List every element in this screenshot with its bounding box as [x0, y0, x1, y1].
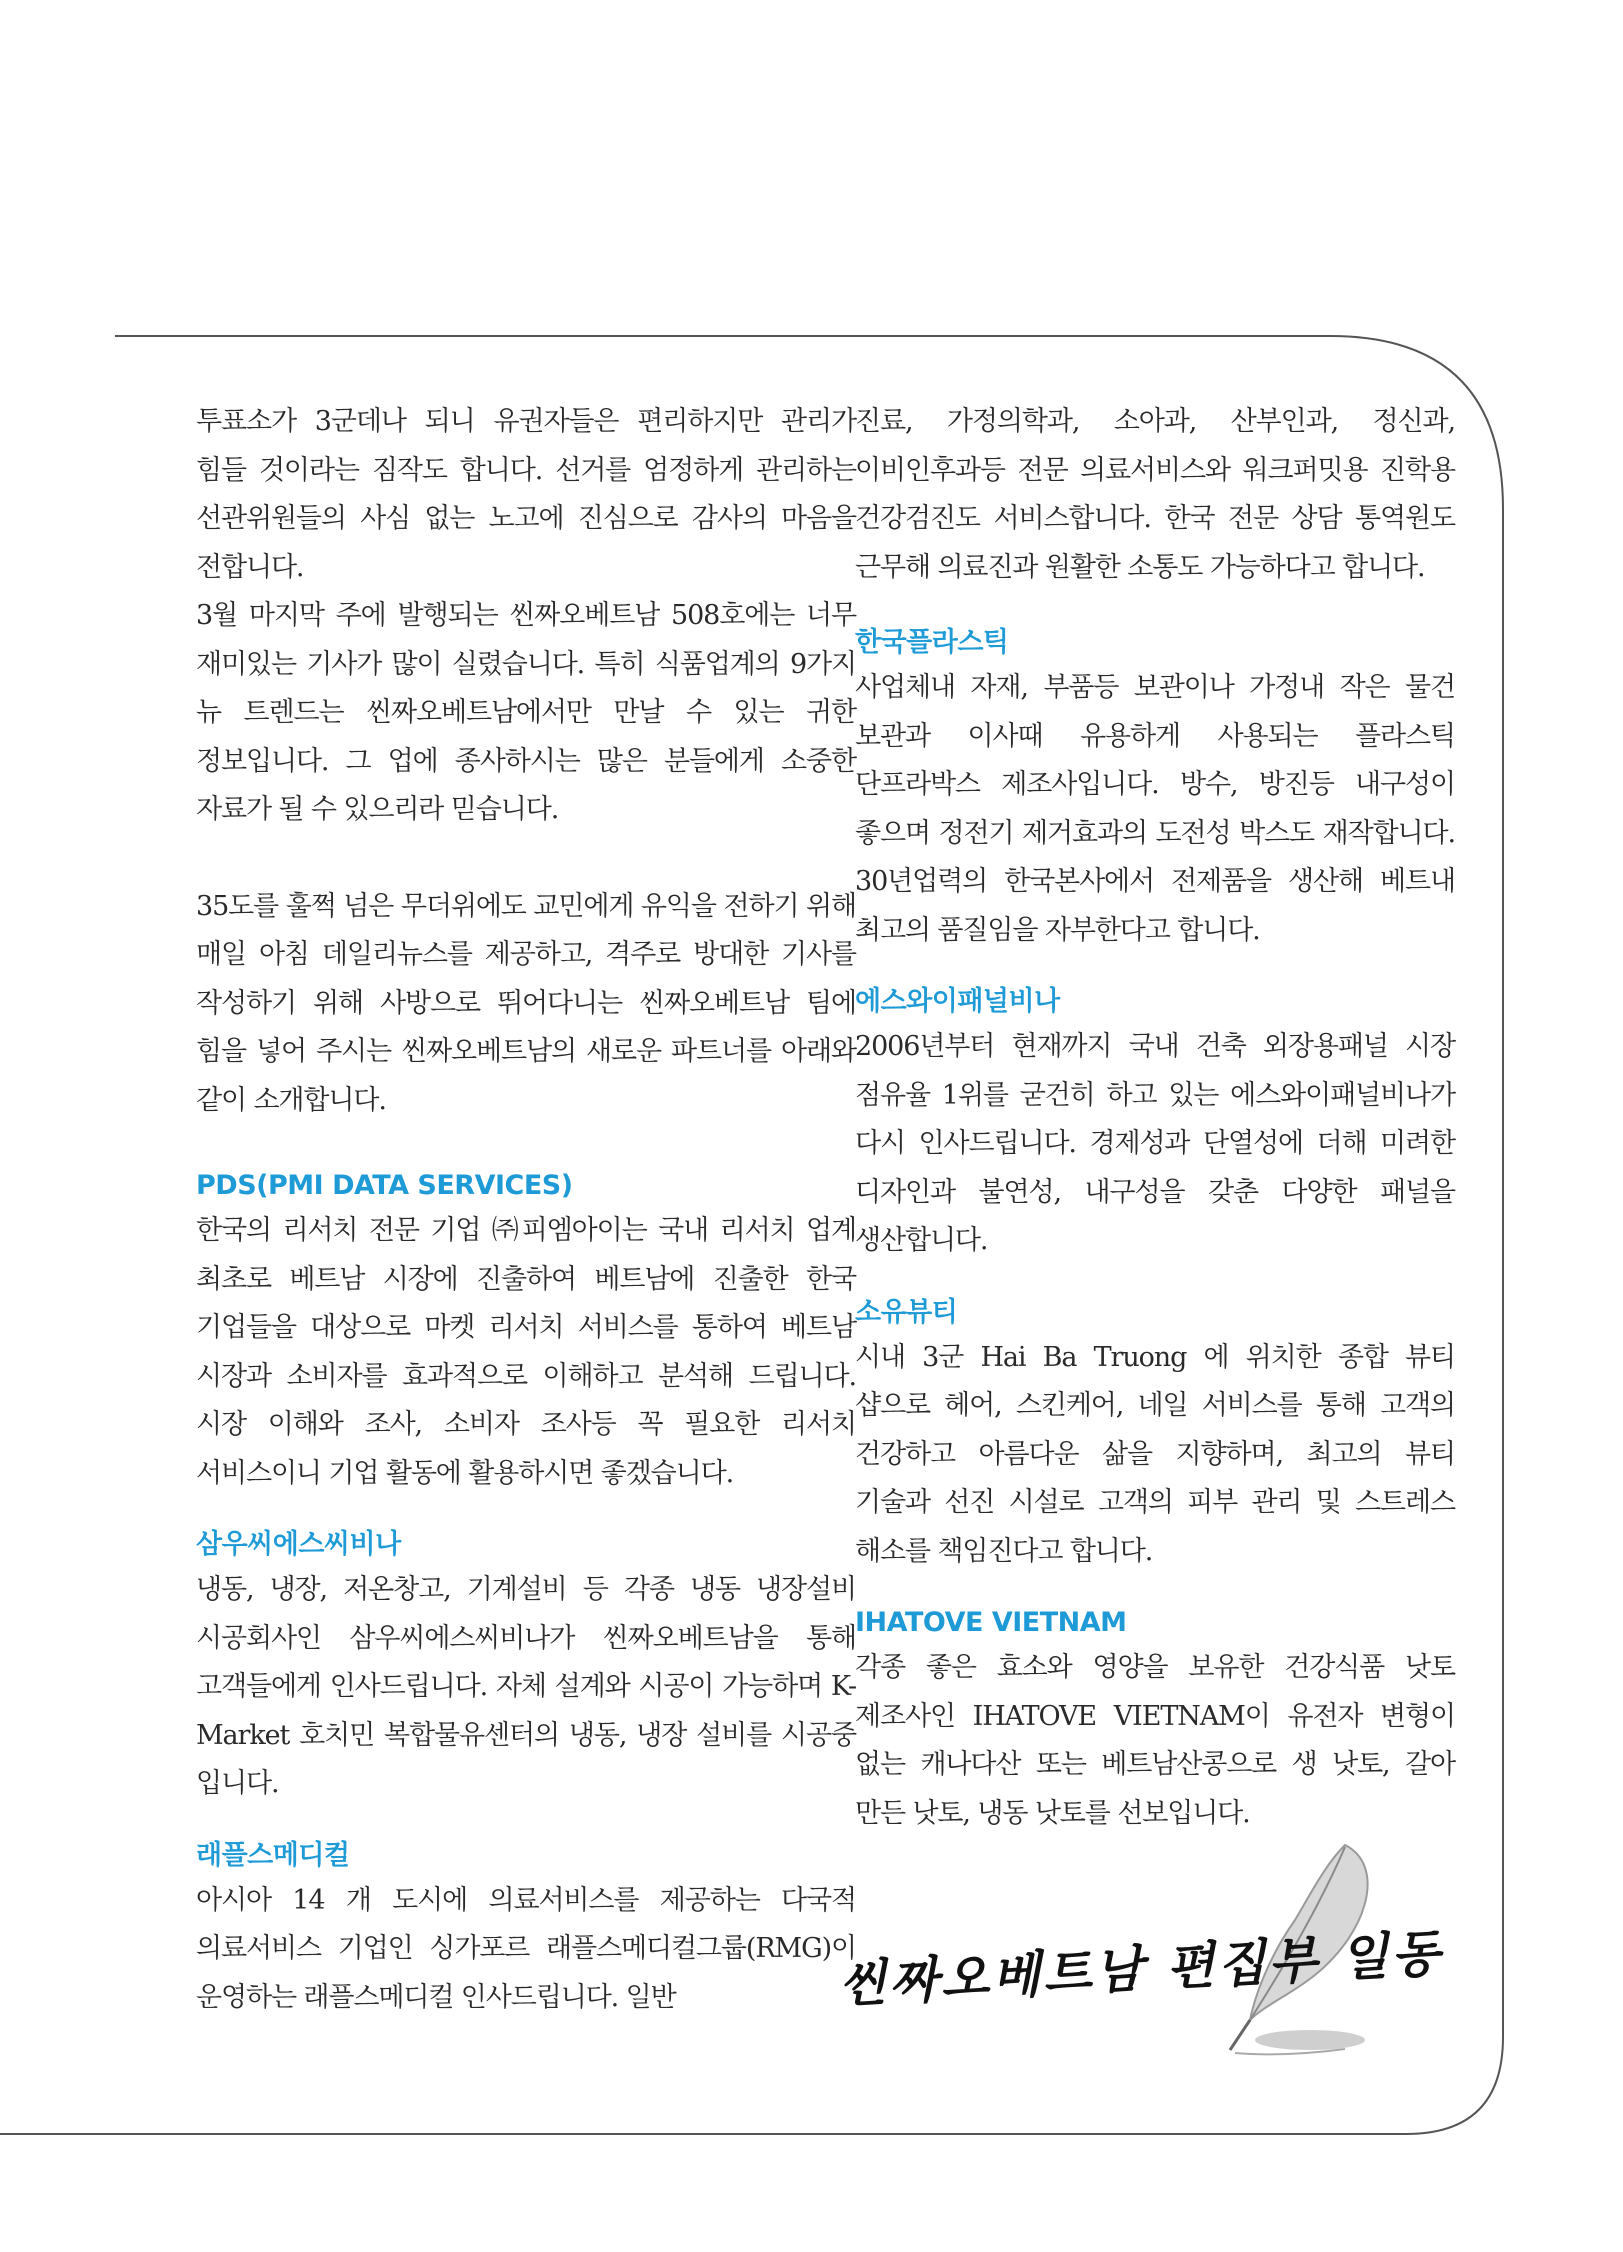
- intro-paragraph-1: 투표소가 3군데나 되니 유권자들은 편리하지만 관리가 힘들 것이라는 짐작도 합니다. 선거를 엄정하게 관리하는 선관위원들의 사심 없는 노고에 진심으로 감사의 마음을 전합니다.: [196, 406, 856, 583]
- partner-text-soyu-beauty: 시내 3군 Hai Ba Truong 에 위치한 종합 뷰티 샵으로 헤어, 스킨케어, 네일 서비스를 통해 고객의 건강하고 아름다운 삶을 지향하며, 최고의 뷰티 기술과 선진 시설로 고객의 피부 관리 및 스트레스 해소를 책임진다고 합니다.: [855, 1341, 1455, 1567]
- partner-heading-ihatove: IHATOVE VIETNAM: [855, 1607, 1127, 1638]
- intro-paragraph-2: 3월 마지막 주에 발행되는 씬짜오베트남 508호에는 너무 재미있는 기사가 많이 실렸습니다. 특히 식품업계의 9가지 뉴 트렌드는 씬짜오베트남에서만 만날 수 있는 귀한 정보입니다. 그 업에 종사하시는 많은 분들에게 소중한 자료가 될 수 있으리라 믿습니다.: [196, 600, 856, 825]
- partner-text-ihatove: 각종 좋은 효소와 영양을 보유한 건강식품 낫토 제조사인 IHATOVE VIETNAM이 유전자 변형이 없는 캐나다산 또는 베트남산콩으로 생 낫토, 갈아 만든 낫토, 냉동 낫토를 선보입니다.: [855, 1652, 1455, 1829]
- partner-heading-sy-panel: 에스와이패널비나: [855, 986, 1060, 1017]
- partner-heading-soyu-beauty: 소유뷰티: [855, 1296, 958, 1328]
- partner-text-plastic: 사업체내 자재, 부품등 보관이나 가정내 작은 물건 보관과 이사때 유용하게 사용되는 플라스틱 단프라박스 제조사입니다. 방수, 방진등 내구성이 좋으며 정전기 제거효과의 도전성 박스도 재작합니다. 30년업력의 한국본사에서 전제품을 생산해 베트내 최고의 품질임을 자부한다고 합니다.: [855, 672, 1455, 946]
- intro-paragraph-3: 35도를 훌쩍 넘은 무더위에도 교민에게 유익을 전하기 위해 매일 아침 데일리뉴스를 제공하고, 격주로 방대한 기사를 작성하기 위해 사방으로 뛰어다니는 씬짜오베트남 팀에 힘을 넣어 주시는 씬짜오베트남의 새로운 파트너를 아래와 같이 소개합니다.: [196, 890, 856, 1116]
- partner-text-raffles: 아시아 14 개 도시에 의료서비스를 제공하는 다국적 의료서비스 기업인 싱가포르 래플스메디컬그룹(RMG)이 운영하는 래플스메디컬 인사드립니다. 일반: [196, 1884, 856, 2013]
- partner-text-samwoo: 냉동, 냉장, 저온창고, 기계설비 등 각종 냉동 냉장설비 시공회사인 삼우씨에스씨비나가 씬짜오베트남을 통해 고객들에게 인사드립니다. 자체 설계와 시공이 가능하며 K-Market 호치민 복합물유센터의 냉동, 냉장 설비를 시공중 입니다.: [196, 1574, 856, 1799]
- partner-heading-plastic: 한국플라스틱: [855, 627, 1009, 658]
- left-column: [196, 398, 856, 2022]
- signature: 씬짜오베트남 편집부 일동: [836, 1924, 1445, 2014]
- partner-heading-pds: PDS(PMI DATA SERVICES): [196, 1170, 573, 1201]
- partner-text-pds: 한국의 리서치 전문 기업 ㈜피엠아이는 국내 리서치 업계 최초로 베트남 시장에 진출하여 베트남에 진출한 한국 기업들을 대상으로 마켓 리서치 서비스를 통하여 베트남 시장과 소비자를 효과적으로 이해하고 분석해 드립니다. 시장 이해와 조사, 소비자 조사등 꼭 필요한 리서치 서비스이니 기업 활동에 활용하시면 좋겠습니다.: [196, 1215, 856, 1489]
- partner-text-sy-panel: 2006년부터 현재까지 국내 건축 외장용패널 시장 점유율 1위를 굳건히 하고 있는 에스와이패널비나가 다시 인사드립니다. 경제성과 단열성에 더해 미려한 디자인과 불연성, 내구성을 갖춘 다양한 패널을 생산합니다.: [855, 1031, 1455, 1256]
- right-column: [855, 398, 1455, 1838]
- partner-heading-raffles: 래플스메디컬: [196, 1839, 350, 1871]
- partner-heading-samwoo: 삼우씨에스씨비나: [196, 1529, 401, 1560]
- partner-text-raffles-continued: 진료, 가정의학과, 소아과, 산부인과, 정신과, 이비인후과등 전문 의료서비스와 워크퍼밋용 진학용 건강검진도 서비스합니다. 한국 전문 상담 통역원도 근무해 의료진과 원활한 소통도 가능하다고 합니다.: [855, 406, 1455, 583]
